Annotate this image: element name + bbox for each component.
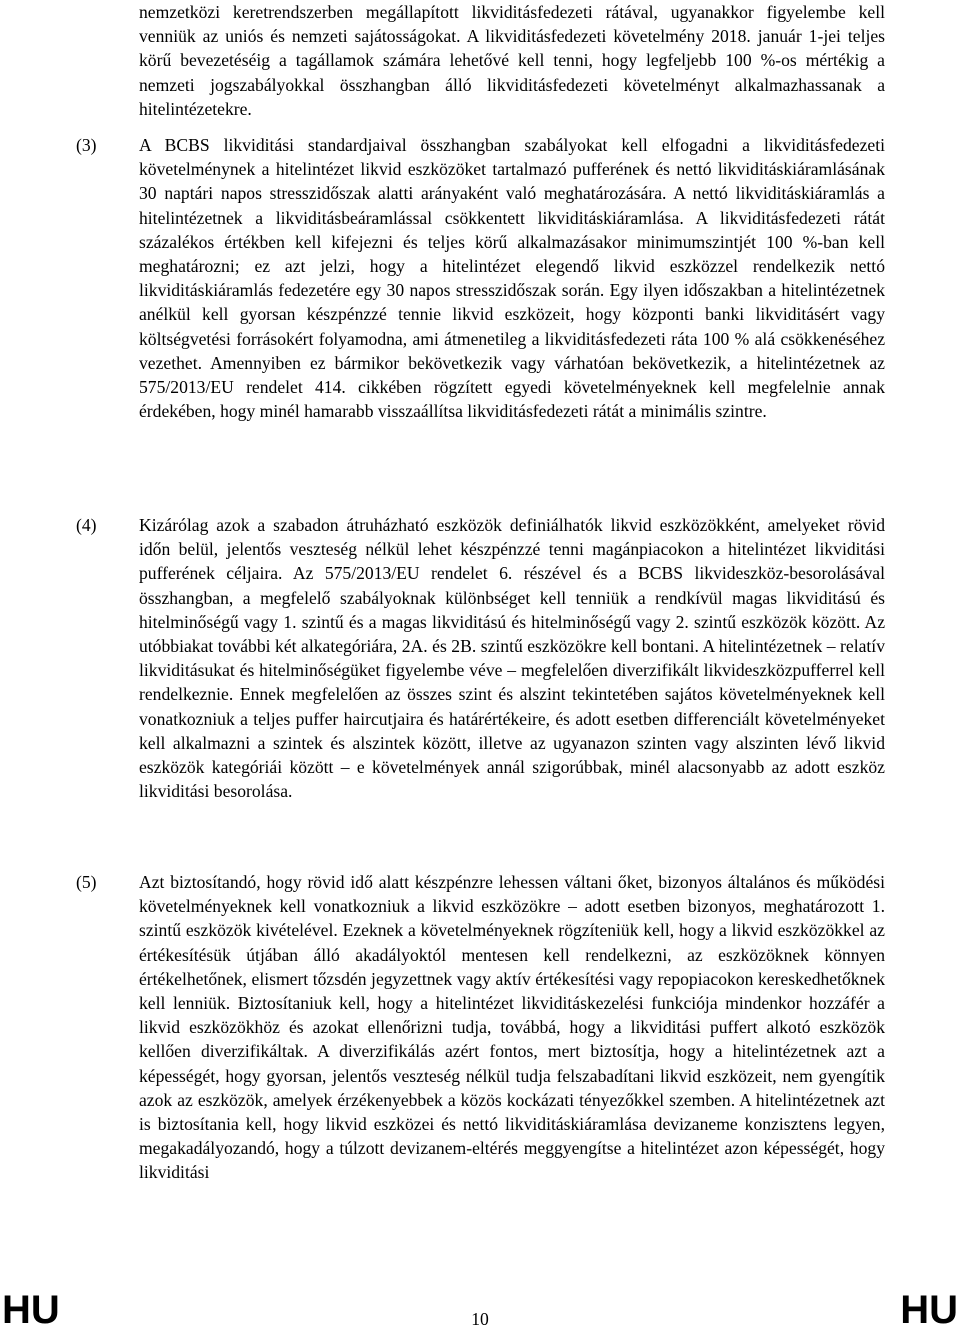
- paragraph-2-continuation: nemzetközi keretrendszerben megállapított likviditásfedezeti rátával, ugyanakkor figyelembe kell venniük az uniós és nemzeti sajátosságokat. A likviditásfedezeti követelmény 2018. január 1-jei teljes körű bevezetéséig a tagállamok számára lehetővé kell tenni, hogy legfeljebb 100 %-os mértékig a nemzeti jogszabályokkal összhangban álló likviditásfedezeti követelményt alkalmazhassanak a hitelintézetekre.: [139, 2, 885, 119]
- paragraph-4: Kizárólag azok a szabadon átruházható eszközök definiálhatók likvid eszközökként, amelyeket rövid időn belül, jelentős veszteség nélkül lehet készpénzzé tenni magánpiacokon a hitelintézet likviditási pufferének céljaira. Az 575/2013/EU rendelet 6. részével és a BCBS likvideszköz-besorolásával összhangban, a megfelelő szabályoknak különbséget kell tenniük a rendkívül magas likviditású és hitelminőségű vagy 1. szintű és a magas likviditású és hitelminőségű vagy 2. szintű eszközök között. Az utóbbiakat további két alkategóriára, 2A. és 2B. szintű eszközökre kell bontani. A hitelintézetnek – relatív likviditásukat és hitelminőségüket figyelembe véve – megfelelően diverzifikált likvideszközpufferrel kell rendelkeznie. Ennek megfelelően az összes szint és alszint tekintetében sajátos követelményeknek kell vonatkozniuk a teljes puffer haircutjaira és határértékeire, és adott esetben differenciált követelményeket kell alkalmazni a szintek és alszintek között, illetve az ugyanazon szinten vagy alszinten lévő likvid eszközök kategóriái között – e követelmények annál szigorúbbak, minél alacsonyabb az adott eszköz likviditási besorolása.: [139, 515, 885, 802]
- language-code-left: HU: [2, 1288, 60, 1332]
- paragraph-number-3: (3): [76, 135, 97, 155]
- page-number: 10: [471, 1309, 489, 1329]
- paragraph-5: Azt biztosítandó, hogy rövid idő alatt készpénzre lehessen váltani őket, bizonyos általános és működési követelményeknek kell vonatkozniuk a likvid eszközökre – adott esetben bizonyos, meghatározott 1. szintű eszközök kivételével. Ezeknek a követelményeknek rögzíteniük kell, hogy a likvid eszközökkel az értékesítésük útjában álló akadályoktól mentesen kell rendelkezni, az eszközöknek könnyen értékelhetőnek, elismert tőzsdén jegyzettnek vagy aktív értékesítési vagy repopiacokon kereskedhetőknek kell lenniük. Biztosítaniuk kell, hogy a hitelintézet likviditáskezelési funkciója mindenkor hozzáfér a likvid eszközökhöz és azokat ellenőrizni tudja, továbbá, hogy a likviditási puffert alkotó eszközök kellően diverzifikáltak. A diverzifikálás azért fontos, mert biztosítja, hogy a hitelintézetnek azt a képességét, hogy gyorsan, jelentős veszteség nélkül tudja felszabadítani likvid eszközeit, nem gyengítik azok az eszközök, amelyek érzékenyebbek a közös kockázati tényezőkkel szemben. A hitelintézetnek azt is biztosítania kell, hogy likvid eszközei és nettó likviditáskiáramlása devizaneme konzisztens legyen, megakadályozandó, hogy a túlzott devizanem-eltérés meggyengítse a hitelintézet azon képességét, hogy likviditási: [139, 872, 885, 1183]
- language-code-right: HU: [900, 1288, 958, 1332]
- paragraph-number-5: (5): [76, 872, 97, 892]
- paragraph-3: A BCBS likviditási standardjaival összhangban szabályokat kell elfogadni a likviditásfedezeti követelménynek a hitelintézet likvid eszközöket tartalmazó pufferének és nettó likviditáskiáramlásának 30 naptári napos stresszidőszak alatti arányaként való meghatározására. A nettó likviditáskiáramlás a hitelintézetnek a likviditásbeáramlással csökkentett likviditáskiáramlása. A likviditásfedezeti rátát százalékos értékben kell kifejezni és teljes körű alkalmazásakor minimumszintjét 100 %-ban kell meghatározni; ez azt jelzi, hogy a hitelintézet elegendő likvid eszközzel rendelkezik nettó likviditáskiáramlás fedezetére egy 30 napos stresszidőszak során. Egy ilyen időszakban a hitelintézetnek anélkül kell gyorsan készpénzzé tennie likvid eszközeit, hogy központi banki likviditásért vagy költségvetési forrásokért folyamodna, ami átmenetileg a likviditásfedezeti ráta 100 % alá csökkenéséhez vezethet. Amennyiben ez bármikor bekövetkezik vagy várhatóan bekövetkezik, a hitelintézetnek az 575/2013/EU rendelet 414. cikkében rögzített egyedi követelményeknek kell megfelelnie annak érdekében, hogy minél hamarabb visszaállítsa likviditásfedezeti rátát a minimális szintre.: [139, 135, 885, 422]
- paragraph-number-4: (4): [76, 515, 97, 535]
